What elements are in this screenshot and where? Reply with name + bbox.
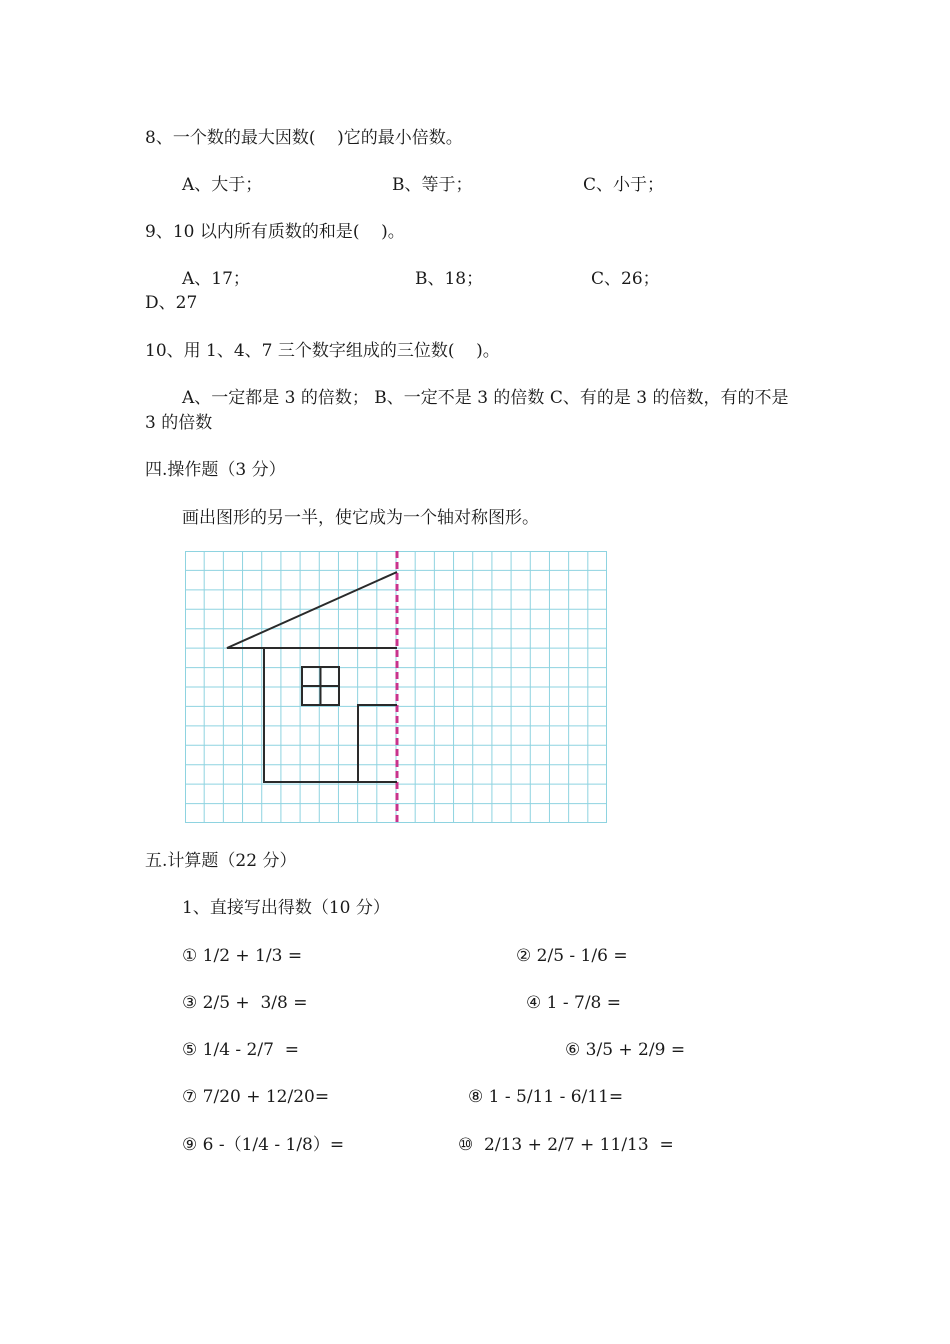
calc-item-5: ⑤ 1/4 - 2/7 = bbox=[182, 1040, 299, 1060]
calc-item-4: ④ 1 - 7/8 = bbox=[526, 993, 622, 1013]
symmetry-grid-figure bbox=[185, 551, 607, 823]
calc-item-3: ③ 2/5 + 3/8 = bbox=[182, 993, 308, 1013]
calc-item-10: ⑩ 2/13 + 2/7 + 11/13 = bbox=[458, 1135, 674, 1155]
calc-item-2: ② 2/5 - 1/6 = bbox=[516, 946, 628, 966]
section-4-heading: 四.操作题（3 分） bbox=[145, 460, 286, 480]
section-4-instruction: 画出图形的另一半，使它成为一个轴对称图形。 bbox=[182, 508, 539, 528]
question-9-option-c: C、26； bbox=[591, 269, 660, 289]
question-9-option-b: B、18； bbox=[415, 269, 484, 289]
question-9-stem: 9、10 以内所有质数的和是( )。 bbox=[145, 222, 405, 242]
question-10-stem: 10、用 1、4、7 三个数字组成的三位数( )。 bbox=[145, 341, 500, 361]
question-9-option-a: A、17； bbox=[182, 269, 250, 289]
door-outline bbox=[358, 705, 397, 782]
question-8-option-a: A、大于； bbox=[182, 175, 263, 195]
question-8-option-c: C、小于； bbox=[583, 175, 665, 195]
calc-item-1: ① 1/2 + 1/3 = bbox=[182, 946, 303, 966]
half-house-drawing bbox=[227, 572, 397, 782]
calc-item-9: ⑨ 6 -（1/4 - 1/8）= bbox=[182, 1135, 345, 1155]
question-9-option-d: D、27 bbox=[145, 293, 198, 313]
question-8-option-b: B、等于； bbox=[392, 175, 473, 195]
question-10-options-line2: 3 的倍数 bbox=[145, 413, 213, 433]
section-5-sub1: 1、直接写出得数（10 分） bbox=[182, 898, 390, 918]
calc-item-7: ⑦ 7/20 + 12/20= bbox=[182, 1087, 330, 1107]
section-5-heading: 五.计算题（22 分） bbox=[145, 851, 297, 871]
question-10-options-line1: A、一定都是 3 的倍数； B、一定不是 3 的倍数 C、有的是 3 的倍数，有的不是 bbox=[182, 388, 789, 408]
roof-outline bbox=[227, 572, 397, 648]
calc-item-8: ⑧ 1 - 5/11 - 6/11= bbox=[468, 1087, 624, 1107]
question-8-stem: 8、一个数的最大因数( )它的最小倍数。 bbox=[145, 128, 463, 148]
calc-item-6: ⑥ 3/5 + 2/9 = bbox=[565, 1040, 686, 1060]
